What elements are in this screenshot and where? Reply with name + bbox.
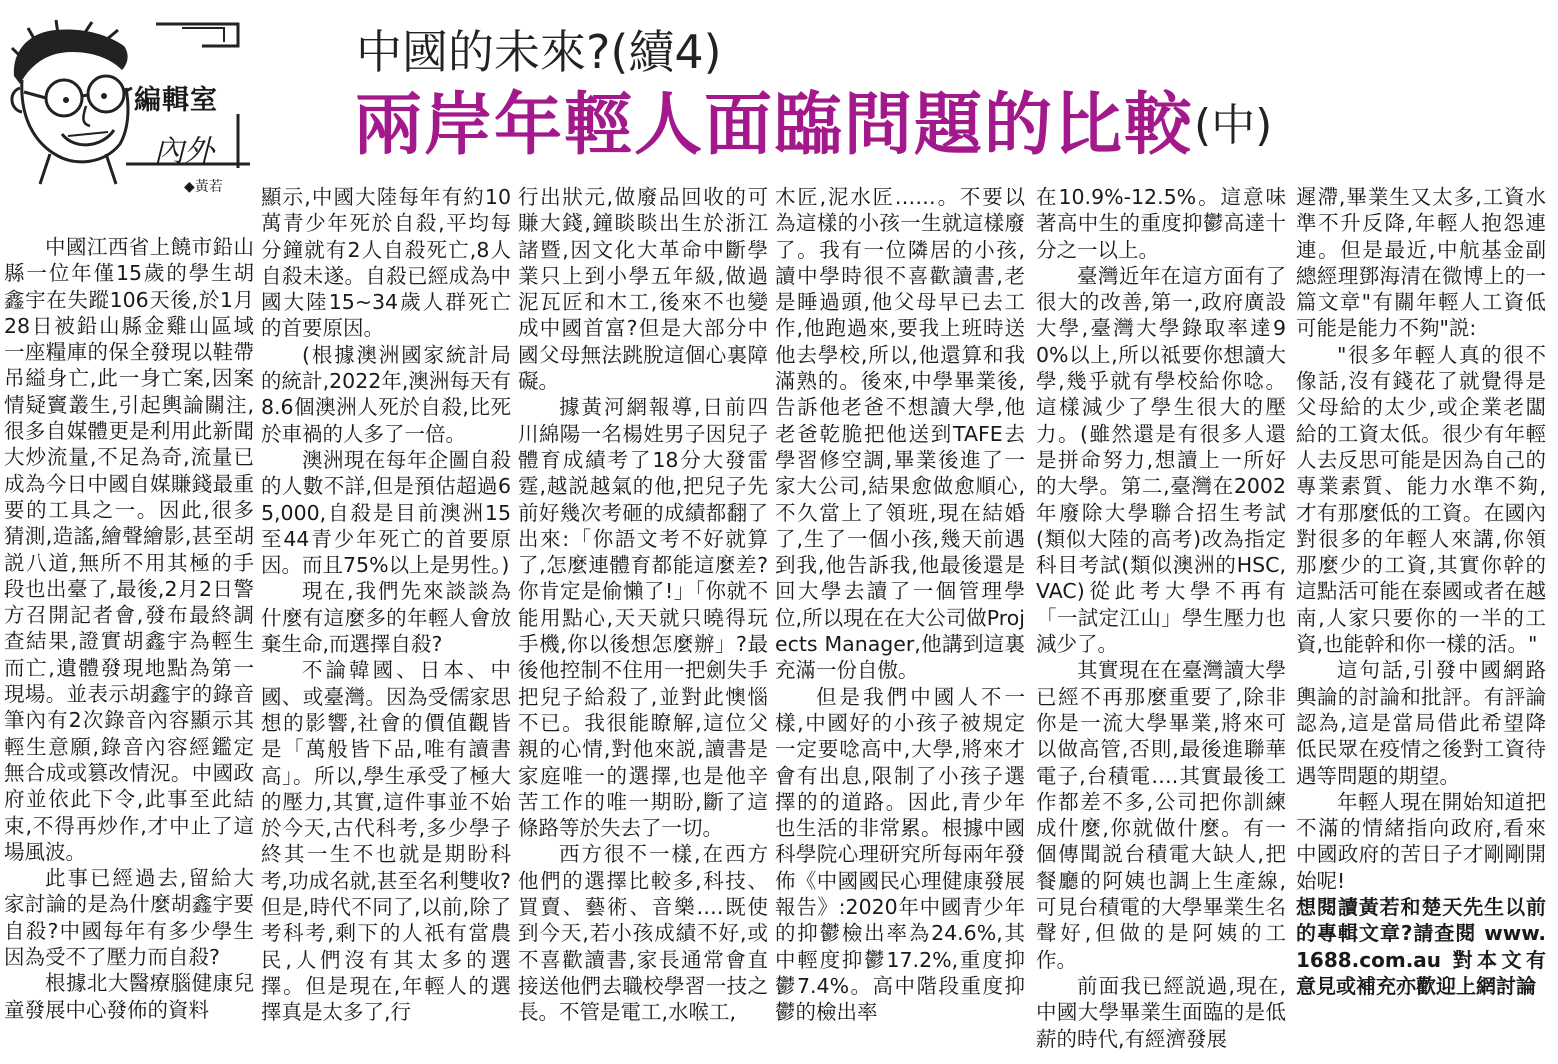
paragraph: 不論韓國、日本、中國、或臺灣。因為受儒家思想的影響,社會的價值觀皆是「萬般皆下品,唯有讀書高」。所以,學生承受了極大的壓力,其實,這件事並不始於今天,古代科考,多少學子終其一生不也就是期盼科考,功成名就,甚至名利雙收?但是,時代不同了,以前,除了考科考,剩下的人祇有當農民,人們沒有其太多的選擇。但是現在,年輕人的選擇真是太多了,行 — [261, 658, 511, 1025]
author-byline: ◆黃若 — [184, 179, 223, 195]
paragraph: 中國江西省上饒市鉛山縣一位年僅15歲的學生胡鑫宇在失蹤106天後,於1月28日被鉛山縣金雞山區域一座糧庫的保全發現以鞋帶吊縊身亡,此一身亡案,因案情疑竇叢生,引起輿論關注,很多自媒體更是利用此新聞大炒流量,不足為奇,流量已成為今日中國自媒賺錢最重要的工具之一。因此,很多猜測,造謠,繪聲繪影,甚至胡説八道,無所不用其極的手段也出臺了,最後,2月2日警方召開記者會,發布最終調查結果,證實胡鑫宇為輕生而亡,遺體發現地點為第一現場。並表示胡鑫宇的錄音筆內有2次錄音內容顯示其輕生意願,錄音內容經鑑定無合成或篡改情況。中國政府並依此下令,此事至此結束,不得再炒作,才中止了這場風波。 — [4, 235, 254, 864]
paragraph: 澳洲現在每年企圖自殺的人數不詳,但是預估超過65,000,自殺是目前澳洲15至44青少年死亡的首要原因。而且75%以上是男性。) — [261, 447, 511, 578]
cartoon-portrait-icon — [6, 18, 256, 188]
text-column-6 — [1296, 184, 1546, 1062]
paragraph: 這句話,引發中國網路輿論的討論和批評。有評論認為,這是當局借此希望降低民眾在疫情之後對工資待遇等問題的期望。 — [1296, 658, 1546, 788]
text-column-5 — [1036, 184, 1286, 1062]
paragraph: 根據北大醫療腦健康兒童發展中心發佈的資料 — [4, 971, 254, 1022]
paragraph: 木匠,泥水匠……。不要以為這樣的小孩一生就這樣廢了。我有一位隣居的小孩,讀中學時很不喜歡讀書,老是睡過頭,他父母早已去工作,他跑過來,要我上班時送他去學校,所以,他還算和我滿熟的。後來,中學畢業後,告訴他老爸不想讀大學,他老爸乾脆把他送到TAFE去學習修空調,畢業後進了一家大公司,結果愈做愈順心,不久當上了領班,現在結婚了,生了一個小孩,幾天前遇到我,他告訴我,他最後還是回大學去讀了一個管理學位,所以現在在大公司做Projects Manager,他講到這裏充滿一份自傲。 — [775, 185, 1025, 683]
text-column-4 — [775, 184, 1025, 1062]
article-supertitle: 中國的未來?(續4) — [356, 25, 722, 79]
paragraph: 年輕人現在開始知道把不滿的情緒指向政府,看來中國政府的苦日子才剛剛開始呢! — [1296, 789, 1546, 893]
text-column-2 — [261, 184, 511, 1062]
paragraph: 但是我們中國人不一樣,中國好的小孩子被規定一定要唸高中,大學,將來才會有出息,限制了小孩子選擇的的道路。因此,青少年也生活的非常累。根據中國科學院心理研究所每兩年發佈《中國國民心理健康發展報告》:2020年中國青少年的抑鬱檢出率為24.6%,其中輕度抑鬱17.2%,重度抑鬱7.4%。高中階段重度抑鬱的檢出率 — [775, 684, 1025, 1025]
paragraph: 在10.9%-12.5%。這意味著高中生的重度抑鬱高達十分之一以上。 — [1036, 185, 1286, 262]
column-name: 編輯室 — [134, 85, 218, 116]
article-body — [4, 184, 1552, 1062]
paragraph: 現在,我們先來談談為什麼有這麼多的年輕人會放棄生命,而選擇自殺? — [261, 579, 511, 657]
article-headline — [354, 88, 1272, 164]
column-subtitle: 內外 — [154, 134, 214, 169]
paragraph: 西方很不一樣,在西方他們的選擇比較多,科技、買賣、藝術、音樂….既使到今天,若小孩成績不好,或不喜歡讀書,家長通常會直接送他們去職校學習一技之長。不管是電工,水喉工, — [518, 842, 768, 1025]
paragraph: 此事已經過去,留給大家討論的是為什麼胡鑫宇要自殺?中國每年有多少學生因為受不了壓力而自殺? — [4, 866, 254, 970]
paragraph: 據黃河網報導,日前四川綿陽一名楊姓男子因兒子體育成績考了18分大發雷霆,越説越氣的他,把兒子先前好幾次考砸的成績都翻了出來:「你語文考不好就算了,怎麼連體育都能這麼差?你肯定是偷懶了!」「你就不能用點心,天天就只曉得玩手機,你以後想怎麼辦」?最後他控制不住用一把劍失手把兒子給殺了,並對此懊惱不已。我很能瞭解,這位父親的心情,對他來説,讀書是家庭唯一的選擇,也是他辛苦工作的唯一期盼,斷了這條路等於失去了一切。 — [518, 395, 768, 841]
column-logo — [6, 18, 256, 195]
paragraph: 顯示,中國大陸每年有約10萬青少年死於自殺,平均每分鐘就有2人自殺死亡,8人自殺未遂。自殺已經成為中國大陸15~34歲人群死亡的首要原因。 — [261, 185, 511, 341]
text-column-3 — [518, 184, 768, 1062]
paragraph: 其實現在在臺灣讀大學已經不再那麼重要了,除非你是一流大學畢業,將來可以做高管,否則,最後進聯華電子,台積電….其實最後工作都差不多,公司把你訓練成什麼,你就做什麼。有一個傳聞説台積電大缺人,把餐廳的阿姨也調上生產線,可見台積電的大學畢業生名聲好,但做的是阿姨的工作。 — [1036, 658, 1286, 972]
paragraph: 臺灣近年在這方面有了很大的改善,第一,政府廣設大學,臺灣大學錄取率達90%以上,所以祗要你想讀大學,幾乎就有學校給你唸。這樣減少了學生很大的壓力。(雖然還是有很多人還是拼命努力,想讀上一所好的大學。第二,臺灣在2002年廢除大學聯合招生考試(類似大陸的高考)改為指定科目考試(類似澳洲的HSC,VAC)從此考大學不再有「一試定江山」學生壓力也減少了。 — [1036, 263, 1286, 657]
text-column-1 — [4, 184, 254, 1062]
headline-part: (中) — [1194, 100, 1273, 151]
headline-main: 兩岸年輕人面臨問題的比較 — [354, 86, 1195, 165]
paragraph: (根據澳洲國家統計局的統計,2022年,澳洲每天有8.6個澳洲人死於自殺,比死於車禍的人多了一倍。 — [261, 342, 511, 446]
reader-note: 想閱讀黃若和楚天先生以前的專輯文章?請查閱 www.1688.com.au 對本文有意見或補充亦歡迎上網討論 — [1296, 895, 1546, 998]
paragraph: "很多年輕人真的很不像話,沒有錢花了就覺得是父母給的太少,或企業老闆給的工資太低。很少有年輕人去反思可能是因為自己的專業素質、能力水準不夠,才有那麼低的工資。在國內對很多的年輕人來講,你領那麼少的工資,其實你幹的這點活可能在泰國或者在越南,人家只要你的一半的工資,也能幹和你一樣的活。" — [1296, 342, 1546, 657]
paragraph: 前面我已經説過,現在,中國大學畢業生面臨的是低薪的時代,有經濟發展 — [1036, 973, 1286, 1051]
paragraph: 遲滯,畢業生又太多,工資水準不升反降,年輕人抱怨連連。但是最近,中航基金副總經理鄧海清在微博上的一篇文章"有關年輕人工資低可能是能力不夠"説: — [1296, 185, 1546, 341]
paragraph: 行出狀元,做廢品回收的可賺大錢,鐘睒睒出生於浙江諸暨,因文化大革命中斷學業只上到小學五年級,做過泥瓦匠和木工,後來不也變成中國首富?但是大部分中國父母無法跳脫這個心裏障礙。 — [518, 185, 768, 394]
